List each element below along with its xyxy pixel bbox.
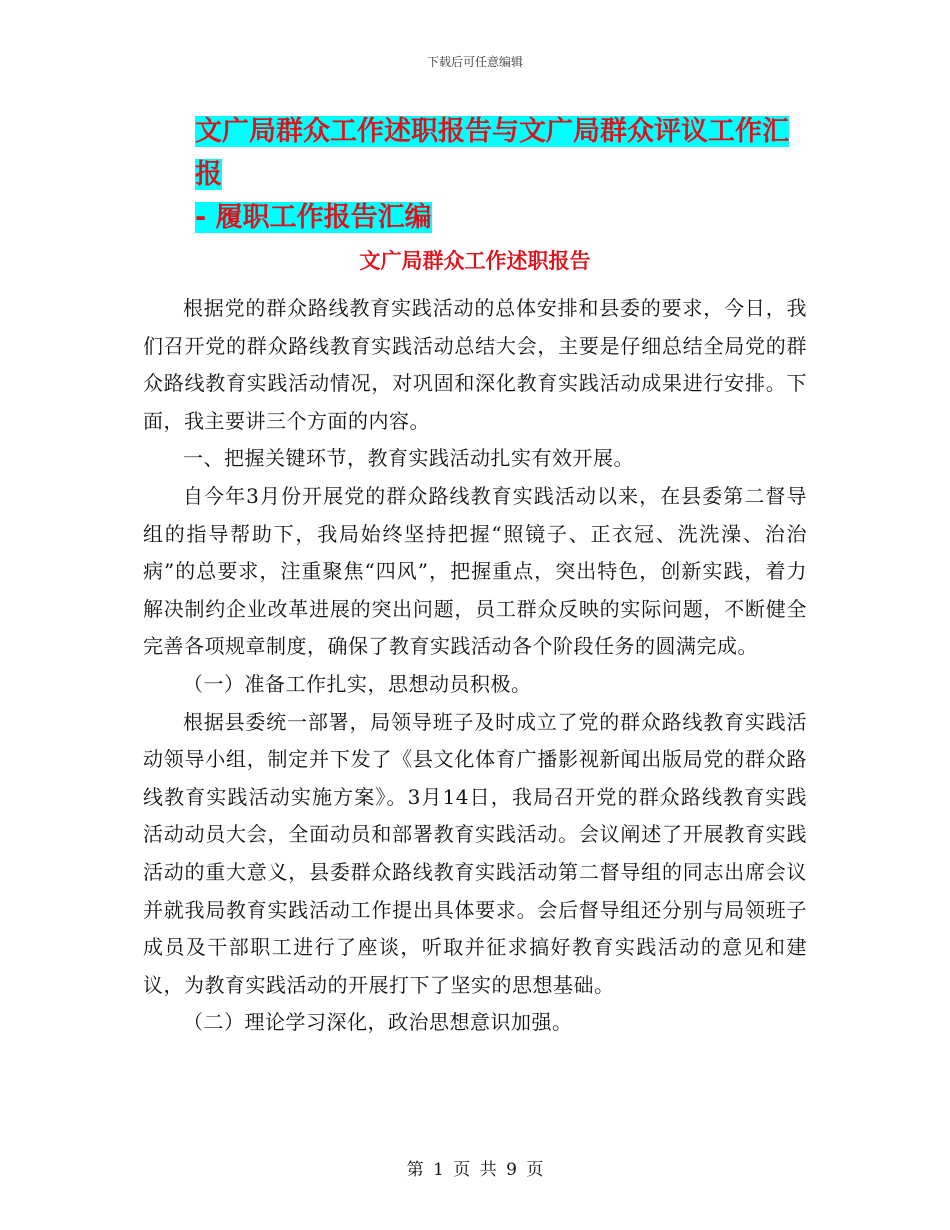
document-title	[195, 110, 815, 239]
paragraph: 自今年3月份开展党的群众路线教育实践活动以来，在县委第二督导组的指导帮助下，我局始终坚持把握“照镜子、正衣冠、洗洗澡、治治病”的总要求，注重聚焦“四风”，把握重点，突出特色，创新实践，着力解决制约企业改革进展的突出问题，员工群众反映的实际问题，不断健全完善各项规章制度，确保了教育实践活动各个阶段任务的圆满完成。	[143, 483, 807, 659]
paragraph: 根据县委统一部署，局领导班子及时成立了党的群众路线教育实践活动领导小组，制定并下发了《县文化体育广播影视新闻出版局党的群众路线教育实践活动实施方案》。3月14日，我局召开党的群众路线教育实践活动动员大会，全面动员和部署教育实践活动。会议阐述了开展教育实践活动的重大意义，县委群众路线教育实践活动第二督导组的同志出席会议并就我局教育实践活动工作提出具体要求。会后督导组还分别与局领班子成员及干部职工进行了座谈，听取并征求搞好教育实践活动的意见和建议，为教育实践活动的开展打下了坚实的思想基础。	[143, 709, 807, 997]
page-number-footer: 第 1 页 共 9 页	[406, 1160, 544, 1180]
paragraph: 根据党的群众路线教育实践活动的总体安排和县委的要求，今日，我们召开党的群众路线教育实践活动总结大会，主要是仔细总结全局党的群众路线教育实践活动情况，对巩固和深化教育实践活动成果进行安排。下面，我主要讲三个方面的内容。	[143, 296, 807, 433]
paragraph: （一）准备工作扎实，思想动员积极。	[183, 671, 532, 696]
page-header-note: 下载后可任意编辑	[426, 55, 523, 69]
paragraph: 一、把握关键环节，教育实践活动扎实有效开展。	[183, 446, 634, 471]
document-title-line-1: 文广局群众工作述职报告与文广局群众评议工作汇报	[195, 116, 789, 190]
paragraph: （二）理论学习深化，政治思想意识加强。	[183, 1010, 573, 1035]
document-body	[143, 290, 807, 1042]
document-title-line-2: - 履职工作报告汇编	[195, 202, 432, 233]
section-title: 文广局群众工作述职报告	[359, 249, 591, 273]
